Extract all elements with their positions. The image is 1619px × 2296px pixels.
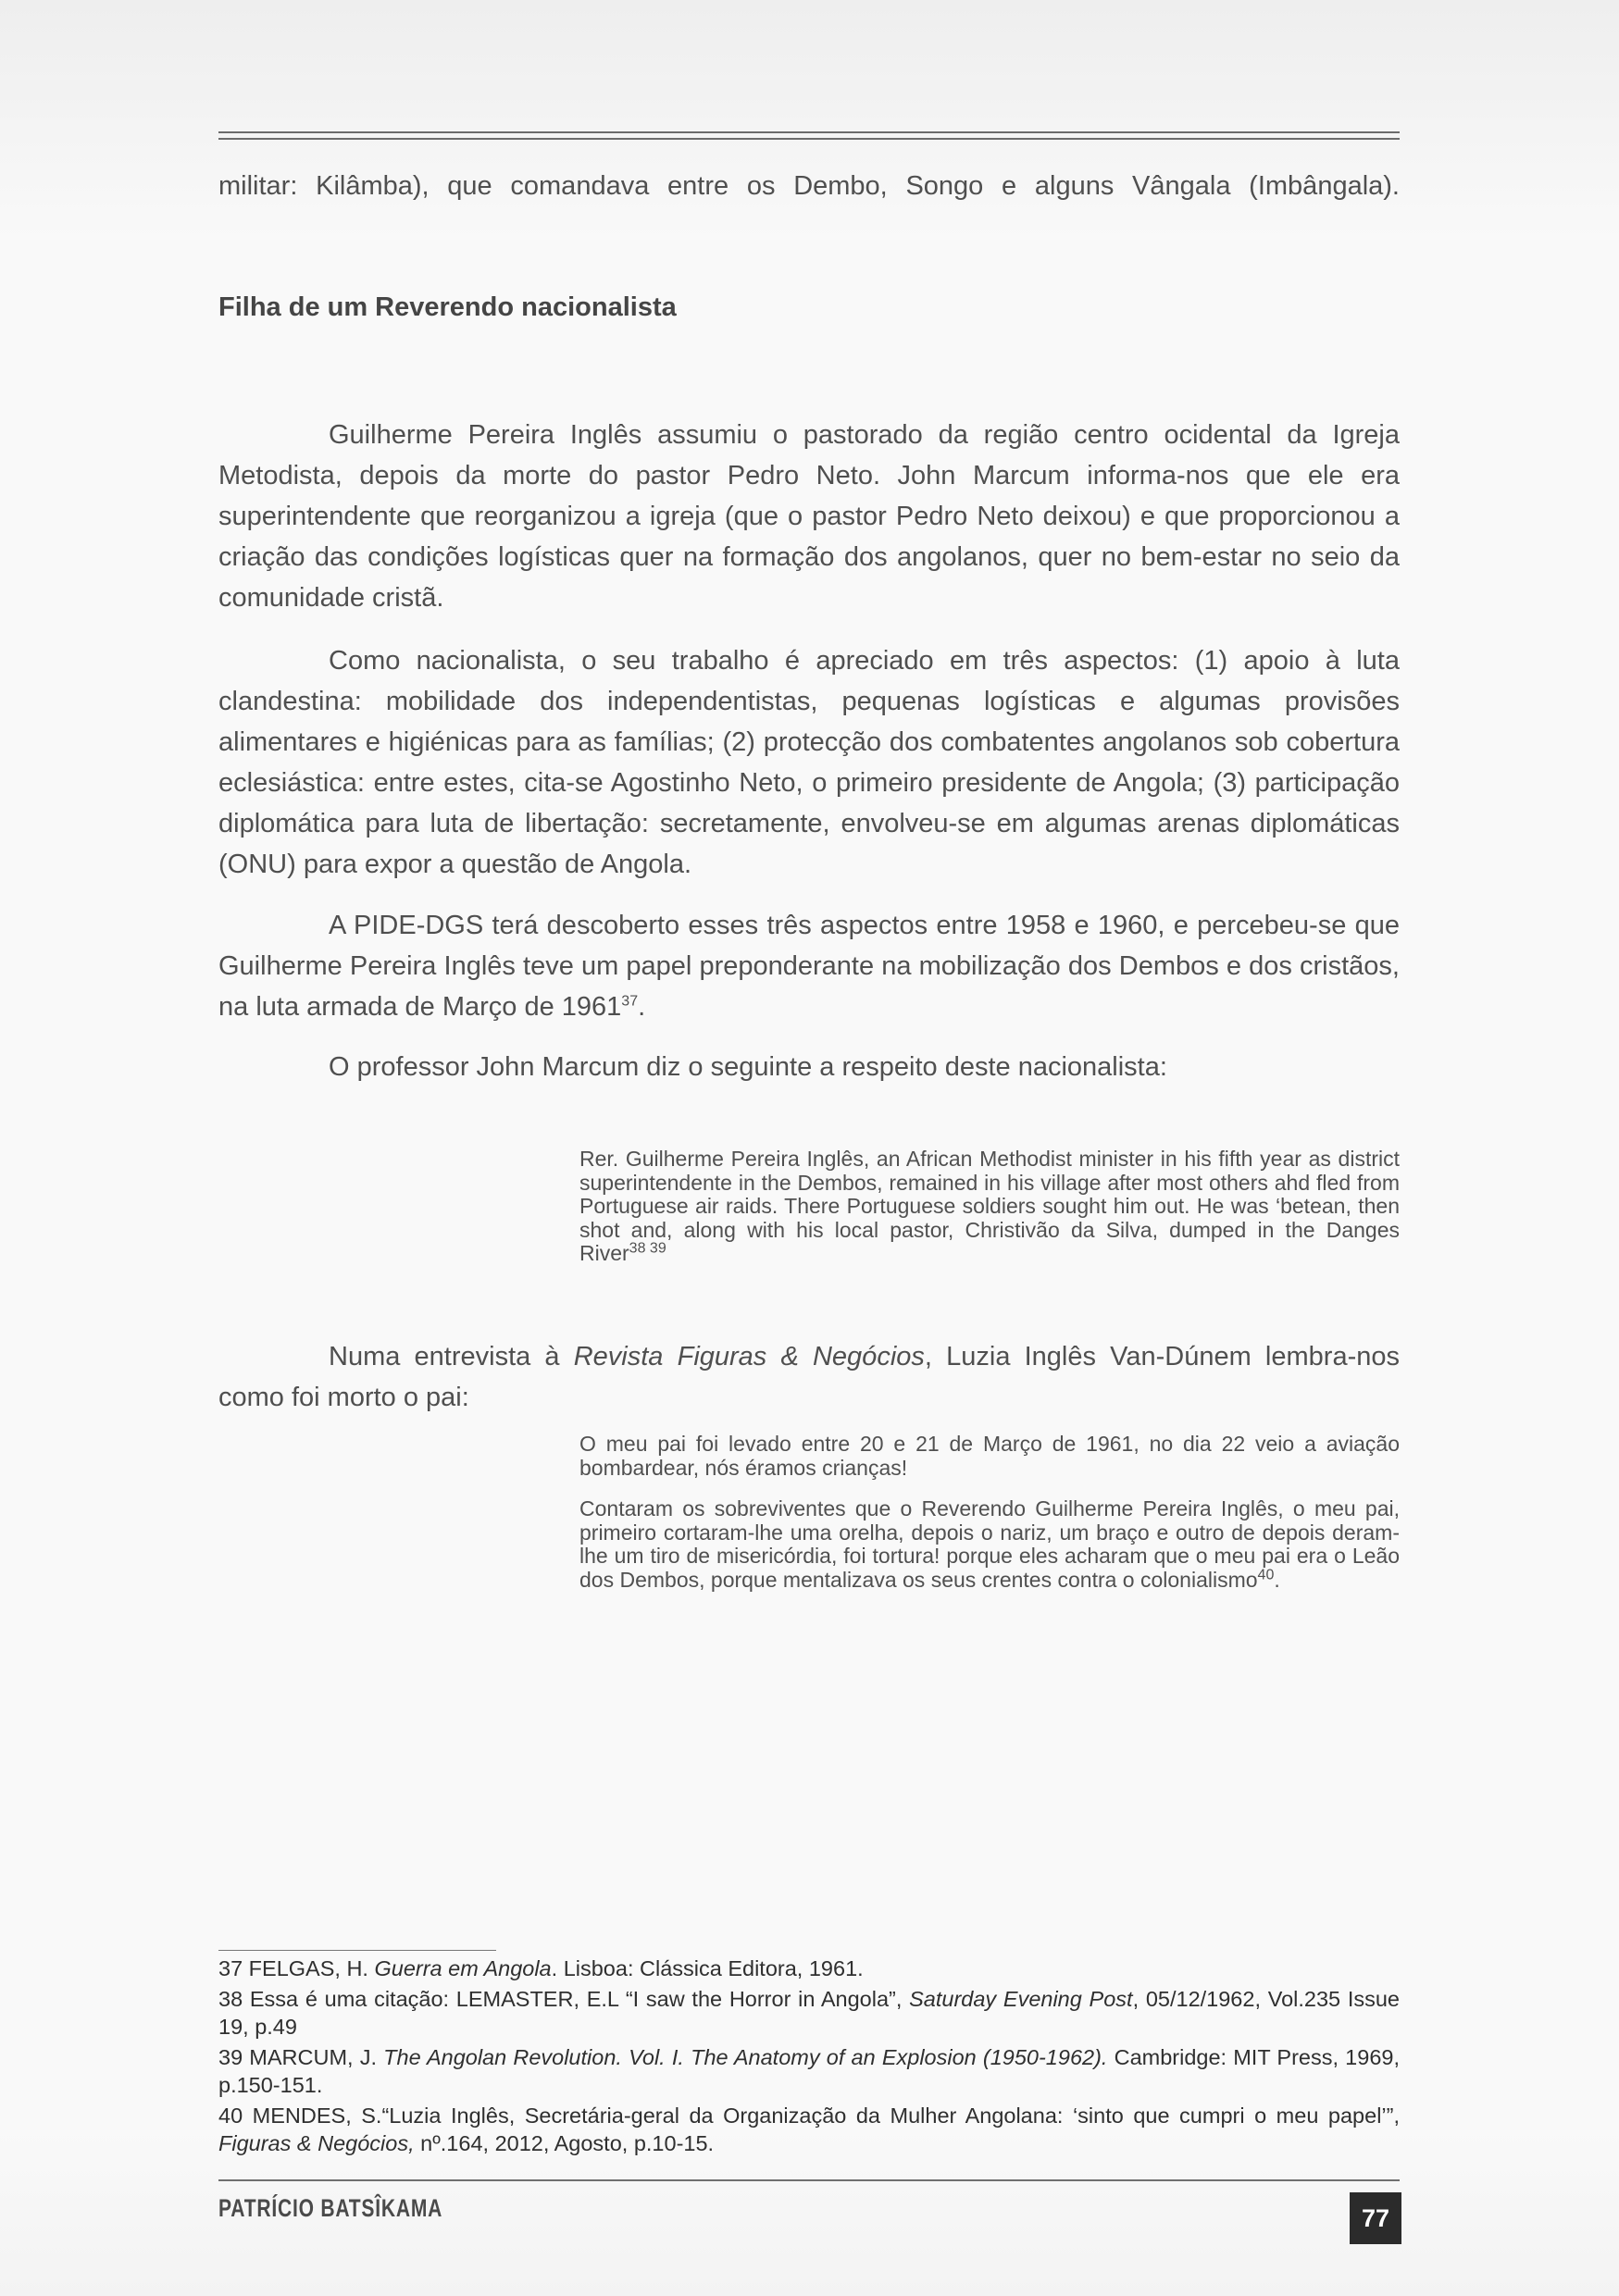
paragraph-3 [218,905,1400,1027]
magazine-title: Revista Figuras & Negócios [573,1342,925,1371]
footnote-39-a: 39 MARCUM, J. [218,2045,384,2069]
footnote-ref-37[interactable]: 37 [621,993,639,1010]
footnote-separator [218,1950,496,1951]
paragraph-5-before: Numa entrevista à [329,1342,574,1371]
footnote-ref-40[interactable]: 40 [1257,1566,1275,1582]
block-quote-luzia [579,1433,1400,1592]
footnote-39-title: The Angolan Revolution. Vol. I. The Anatomy of an Explosion (1950-1962). [383,2045,1108,2069]
quote-luzia-p2 [579,1497,1400,1592]
quote-luzia-p2-text: Contaram os sobreviventes que o Reverendo Guilherme Pereira Inglês, o meu pai, primeiro cortaram-lhe uma orelha, depois o nariz, um braço e outro de depois deram-lhe um tiro de misericórdia, foi tortura! porque eles acharam que o meu pai era o Leão dos Dembos, porque mentalizava os seus crentes contra o colonialismo [579,1496,1400,1592]
footnote-37 [218,1955,1400,1982]
quote-marcum-body: Rer. Guilherme Pereira Inglês, an African Methodist minister in his fifth year as district superintendente in the Dembos, remained in his village after most others ahd fled from Portuguese air raids. There Portuguese soldiers sought him out. He was ‘betean, then shot and, along with his local pastor, Christivão da Silva, dumped in the Danges River [579,1147,1400,1265]
paragraph-4: O professor John Marcum diz o seguinte a respeito deste nacionalista: [329,1052,1167,1082]
paragraph-3-text: A PIDE-DGS terá descoberto esses três aspectos entre 1958 e 1960, e percebeu-se que Guilherme Pereira Inglês teve um papel preponderante na mobilização dos Dembos e dos cristãos, na luta armada de Março de 1961 [218,911,1400,1022]
header-rule-double [218,138,1400,140]
footnote-38-a: 38 Essa é uma citação: LEMASTER, E.L “I saw the Horror in Angola”, [218,1987,910,2011]
footnote-37-a: 37 FELGAS, H. [218,1956,375,1980]
footnote-38 [218,1985,1400,2041]
footnote-40-title: Figuras & Negócios, [218,2131,415,2155]
author-name: PATRÍCIO BATSÎKAMA [218,2194,443,2222]
footer-rule [218,2179,1400,2181]
section-heading: Filha de um Reverendo nacionalista [218,292,677,322]
paragraph-2: Como nacionalista, o seu trabalho é apreciado em três aspectos: (1) apoio à luta clandestina: mobilidade dos independentistas, pequenas logísticas e algumas provisões alimentares e higiénicas para as famílias; (2) protecção dos combatentes angolanos sob cobertura eclesiástica: entre estes, cita-se Agostinho Neto, o primeiro presidente de Angola; (3) participação diplomática para luta de libertação: secretamente, envolveu-se em algumas arenas diplomáticas (ONU) para expor a questão de Angola. [218,646,1400,879]
footnotes [218,1955,1400,2160]
continued-line: militar: Kilâmba), que comandava entre os Dembo, Songo e alguns Vângala (Imbângala). [218,171,1400,201]
footnote-37-b: . Lisboa: Clássica Editora, 1961. [551,1956,864,1980]
footnote-39-b: Cambridge: MIT Press, 1969, p.150-151. [218,2045,1400,2097]
quote-marcum-text [579,1148,1400,1266]
quote-luzia-p1: O meu pai foi levado entre 20 e 21 de Março de 1961, no dia 22 veio a aviação bombardear, nós éramos crianças! [579,1432,1400,1480]
paragraph-5 [218,1336,1400,1418]
block-quote-marcum [579,1148,1400,1266]
footnote-39 [218,2043,1400,2099]
footnote-37-title: Guerra em Angola [374,1956,552,1980]
footnote-38-b: , 05/12/1962, Vol.235 Issue 19, p.49 [218,1987,1401,2039]
footnote-38-title: Saturday Evening Post [909,1987,1133,2011]
footnote-40 [218,2102,1400,2157]
paragraph-3-end: . [638,992,646,1022]
footnote-ref-38-39[interactable]: 38 39 [629,1240,666,1257]
page-number: 77 [1350,2192,1401,2244]
paragraph-5-after: , Luzia Inglês Van-Dúnem lembra-nos como foi morto o pai: [218,1342,1400,1412]
footnote-40-b: nº.164, 2012, Agosto, p.10-15. [414,2131,715,2155]
quote-luzia-p2-end: . [1274,1567,1280,1592]
paragraph-1: Guilherme Pereira Inglês assumiu o pastorado da região centro ocidental da Igreja Metodista, depois da morte do pastor Pedro Neto. John Marcum informa-nos que ele era superintendente que reorganizou a igreja (que o pastor Pedro Neto deixou) e que proporcionou a criação das condições logísticas quer na formação dos angolanos, quer no bem-estar no seio da comunidade cristã. [218,420,1400,613]
footnote-40-a: 40 MENDES, S.“Luzia Inglês, Secretária-geral da Organização da Mulher Angolana: ‘sinto que cumpri o meu papel’”, [218,2104,1400,2128]
header-rule [218,131,1400,133]
